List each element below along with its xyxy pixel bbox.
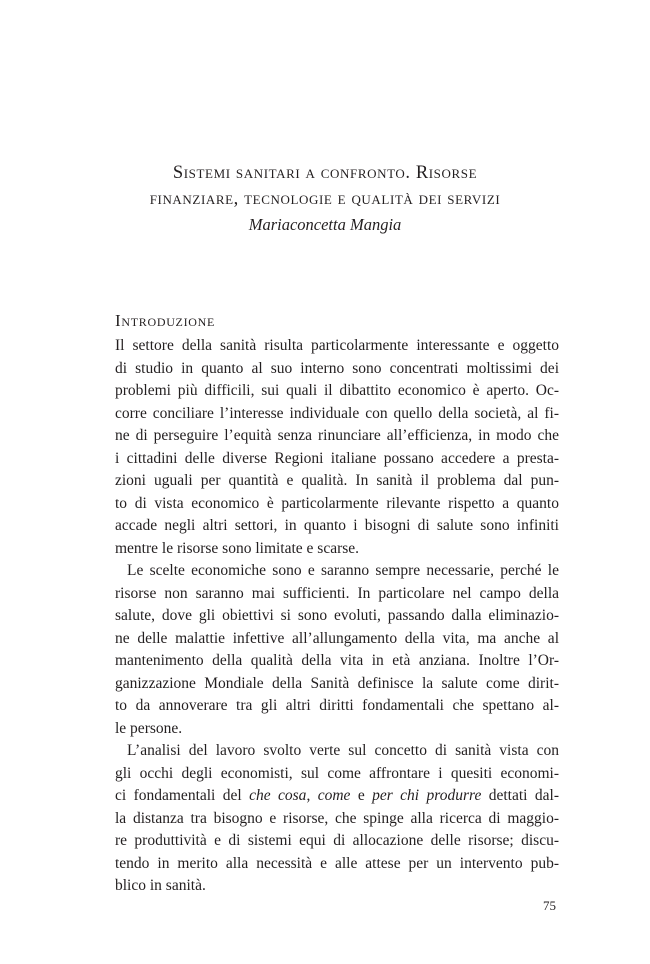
section-heading: Introduzione: [115, 311, 216, 330]
text-run: ci fondamentali del: [115, 787, 250, 804]
paragraph-1-line: problemi più difficili, sui quali il dibattito economico è aperto. Oc-: [115, 382, 559, 399]
paragraph-2-line: ganizzazione Mondiale della Sanità definisce la salute come dirit-: [115, 674, 559, 692]
text-run: ,: [306, 787, 318, 804]
paragraph-1-line: ne di perseguire l’equità senza rinunciare all’efficienza, in modo che: [115, 427, 559, 444]
paragraph-2-line: to da annoverare tra gli altri diritti fondamentali che spettano al-: [115, 697, 559, 714]
body-text: [115, 335, 559, 898]
chapter-title-line-2: finanziare, tecnologie e qualità dei servizi: [149, 189, 501, 209]
paragraph-1-line: Il settore della sanità risulta particolarmente interessante e oggetto: [115, 337, 559, 354]
paragraph-1-line: to di vista economico è particolarmente rilevante rispetto a quanto: [115, 494, 559, 512]
paragraph-2-line: ne delle malattie infettive all’allungamento della vita, ma anche al: [115, 629, 559, 647]
paragraph-1-line: zioni uguali per quantità e qualità. In sanità il problema dal pun-: [115, 472, 559, 489]
paragraph-1-line: i cittadini delle diverse Regioni italiane possano accedere a presta-: [115, 449, 559, 467]
paragraph-3-line: gli occhi degli economisti, sul come affrontare i quesiti economi-: [115, 764, 559, 782]
paragraph-3-line: [115, 785, 559, 808]
chapter-title-line-1: Sistemi sanitari a confronto. Risorse: [172, 163, 478, 183]
italic-phrase: per chi produrre: [372, 787, 482, 804]
paragraph-2-line: le persone.: [115, 719, 183, 737]
paragraph-3-line: blico in sanità.: [115, 877, 206, 894]
text-run: e: [350, 787, 373, 804]
paragraph-2-line: Le scelte economiche sono e saranno sempre necessarie, perché le: [127, 562, 559, 579]
paragraph-3-line: la distanza tra bisogno e risorse, che spinge alla ricerca di maggio-: [115, 809, 559, 827]
paragraph-1-line: di studio in quanto al suo interno sono concentrati moltissimi dei: [115, 359, 559, 377]
author-name: Mariaconcetta Mangia: [248, 215, 402, 234]
italic-phrase: come: [317, 787, 351, 804]
italic-phrase: che cosa: [249, 787, 307, 804]
page-number: 75: [543, 898, 556, 913]
paragraph-1-line: corre conciliare l’interesse individuale con quello della società, al fi-: [115, 404, 559, 422]
paragraph-3-line: re produttività e di sistemi equi di allocazione delle risorse; discu-: [115, 832, 559, 849]
paragraph-2-line: mantenimento della qualità della vita in età anziana. Inoltre l’Or-: [115, 652, 559, 669]
paragraph-1-line: mentre le risorse sono limitate e scarse.: [115, 539, 360, 557]
text-run: dettati dal-: [481, 787, 559, 804]
paragraph-3-line: tendo in merito alla necessità e alle attese per un intervento pub-: [115, 854, 559, 872]
paragraph-2-line: salute, dove gli obiettivi si sono evoluti, passando dalla eliminazio-: [115, 607, 559, 624]
paragraph-3-line: L’analisi del lavoro svolto verte sul concetto di sanità vista con: [127, 742, 559, 759]
paragraph-2-line: risorse non saranno mai sufficienti. In particolare nel campo della: [115, 584, 559, 602]
paragraph-1-line: accade negli altri settori, in quanto i bisogni di salute sono infiniti: [115, 517, 559, 534]
